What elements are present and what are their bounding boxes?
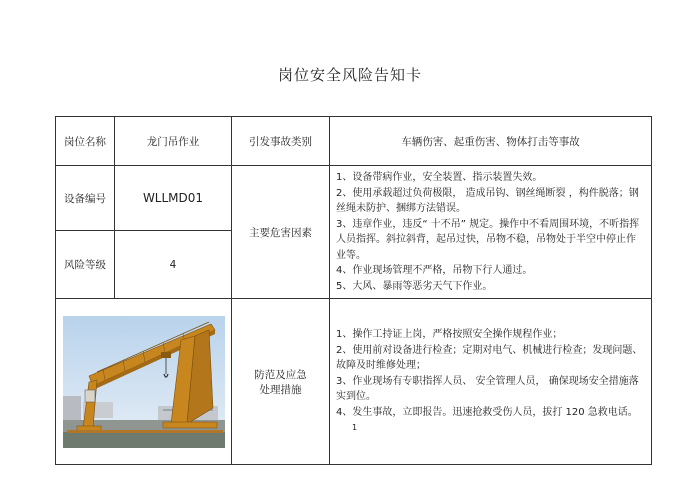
accident-type-value: 车辆伤害、起重伤害、物体打击等事故 xyxy=(330,117,652,166)
main-hazard-label: 主要危害因素 xyxy=(232,166,330,299)
measures-label: 防范及应急 处理措施 xyxy=(232,299,330,465)
post-name-label: 岗位名称 xyxy=(56,117,115,166)
gantry-crane-photo xyxy=(63,316,225,448)
hazard-item: 3、违章作业，违反“ 十不吊” 规定。操作中不看周围环境，不听指挥人员指挥。斜拉斜背，起吊过快，吊物不稳，吊物处于半空中停止作业等。 xyxy=(336,218,640,261)
hazard-item: 1、设备带病作业，安全装置、指示装置失效。 xyxy=(336,172,543,183)
equipment-code-value: WLLMD01 xyxy=(115,166,232,231)
hazard-item: 4、作业现场管理不严格，吊物下行人通过。 xyxy=(336,265,533,276)
page-number: 1 xyxy=(352,423,358,433)
measure-item: 3、作业现场有专职指挥人员、 安全管理人员， 确保现场安全措施落实到位。 xyxy=(336,375,639,403)
measure-item: 1、操作工持证上岗，严格按照安全操作规程作业； xyxy=(336,329,563,341)
crane-photo-cell xyxy=(56,299,232,465)
risk-card-table xyxy=(55,116,652,465)
equipment-code-label: 设备编号 xyxy=(56,166,115,231)
hazard-item: 5、大风、暴雨等恶劣天气下作业。 xyxy=(336,280,493,292)
card-title: 岗位安全风险告知卡 xyxy=(277,66,422,84)
risk-level-value: 4 xyxy=(115,231,232,299)
hazard-item: 2、使用承载超过负荷极限， 造成吊钩、钢丝绳断裂 ，构件脱落；钢丝绳未防护、捆绑方法错误。 xyxy=(336,187,639,214)
post-name-value: 龙门吊作业 xyxy=(115,117,232,166)
measures-list xyxy=(330,299,652,465)
accident-type-label: 引发事故类别 xyxy=(232,117,330,166)
measure-item: 2、使用前对设备进行检查；定期对电气、机械进行检查；发现问题、故障及时维修处理； xyxy=(336,344,643,372)
measure-item: 4、发生事故，立即报告。迅速抢救受伤人员，拔打 120 急救电话。 xyxy=(336,406,638,418)
risk-level-label: 风险等级 xyxy=(56,231,115,299)
hazard-list xyxy=(330,166,652,299)
